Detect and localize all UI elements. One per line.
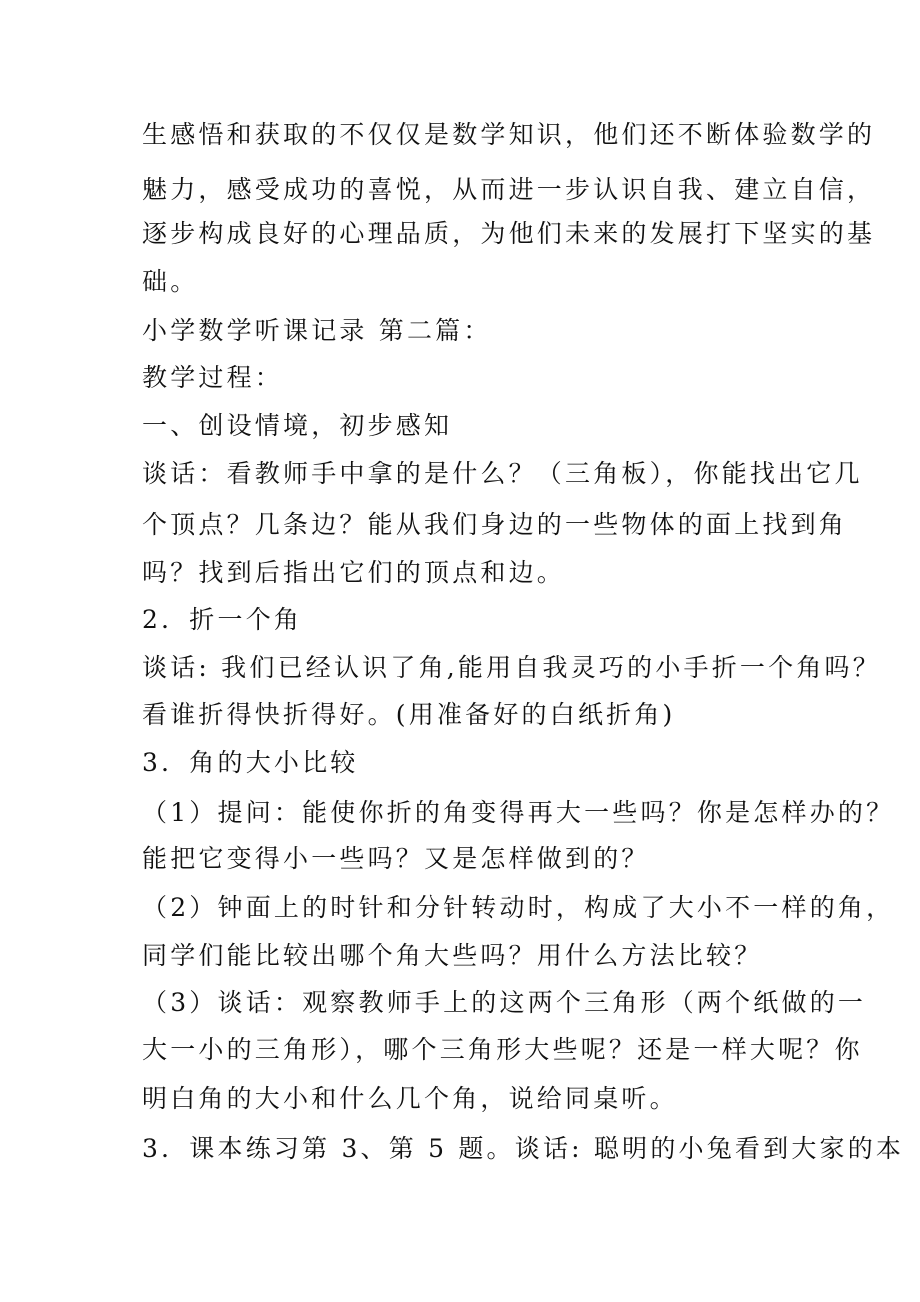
text-line: 谈话: 我们已经认识了角,能用自我灵巧的小手折一个角吗？ [142,653,881,682]
text-line: 魅力，感受成功的喜悦，从而进一步认识自我、建立自信， [142,175,876,204]
text-line: （2）钟面上的时针和分针转动时，构成了大小不一样的角， [142,893,895,922]
section-heading: 3．角的大小比较 [142,748,359,777]
text-line: （1）提问：能使你折的角变得再大一些吗？你是怎样办的？ [142,798,895,827]
text-line: 大一小的三角形），哪个三角形大些呢？还是一样大呢？你 [142,1035,863,1064]
text-line: 谈话：看教师手中拿的是什么？（三角板），你能找出它几 [142,459,863,488]
section-heading: 小学数学听课记录 第二篇： [142,316,492,345]
text-line: 明白角的大小和什么几个角，说给同桌听。 [142,1084,678,1113]
text-line: 吗？找到后指出它们的顶点和边。 [142,558,566,587]
section-heading: 2．折一个角 [142,605,303,634]
text-line: 同学们能比较出哪个角大些吗？用什么方法比较？ [142,941,763,970]
section-heading: 一、创设情境，初步感知 [142,411,453,440]
text-line: 础。 [142,267,199,296]
text-line: 3．课本练习第 3、第 5 题。谈话: 聪明的小兔看到大家的本 [142,1134,905,1163]
section-heading: 教学过程： [142,363,284,392]
text-line: （3）谈话：观察教师手上的这两个三角形（两个纸做的一 [142,988,867,1017]
text-line: 生感悟和获取的不仅仅是数学知识，他们还不断体验数学的 [142,120,876,149]
text-line: 个顶点？几条边？能从我们身边的一些物体的面上找到角 [142,510,848,539]
text-line: 能把它变得小一些吗？又是怎样做到的？ [142,844,650,873]
text-line: 看谁折得快折得好。(用准备好的白纸折角) [142,700,676,729]
text-line: 逐步构成良好的心理品质，为他们未来的发展打下坚实的基 [142,219,876,248]
